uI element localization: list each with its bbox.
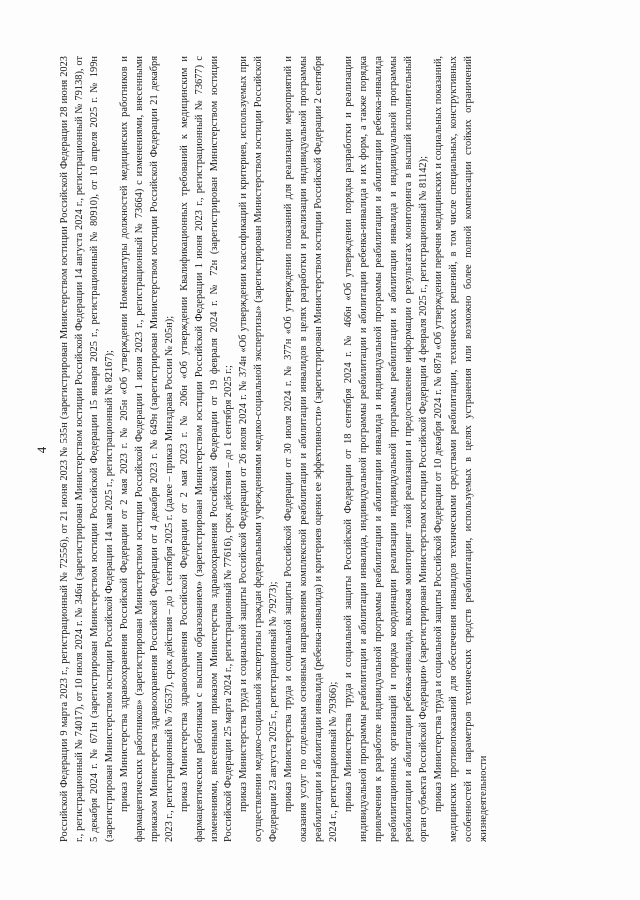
paragraph-order-466n: приказ Министерства труда и социальной защиты Российской Федерации от 18 сентября 2024 г. № 466н «Об утверждении порядка разработки и реализации индивидуальной программы реабилитации и абилитации инвалида, индивидуальной программы реабилитации и абилитации ребенка-инвалида и их форм, а также порядка привлечения к разработке индивидуальной программы реабилитации и абилитации инвалида и индивидуальной программы реабилитации и абилитации ребенка-инвалида реабилитационных организаций и порядка координации реализации индивидуальной программы реабилитации и абилитации инвалида и индивидуальной программы реабилитации и абилитации ребенка-инвалида, включая мониторинг такой реализации и предоставление информации о результатах мониторинга в высший исполнительный орган субъекта Российской Федерации» (зарегистрирован Министерством юстиции Российской Федерации 4 февраля 2025 г., регистрационный № 81142); — [343, 56, 429, 842]
paragraph-continuation: Российской Федерации 9 марта 2023 г., регистрационный № 72556), от 21 июня 2023 № 535н (зарегистрирован Министерством юстиции Российской Федерации 28 июня 2023 г., регистрационный № 74017), от 10 июля 2024 г. № 346н (зарегистрирован Министерством юстиции Российской Федерации 14 августа 2024 г., регистрационный № 79138), от 5 декабря 2024 г. № 671н (зарегистрирован Министерством юстиции Российской Федерации 15 января 2025 г., регистрационный № 80910), от 10 апреля 2025 г. № 199н (зарегистрирован Министерством юстиции Российской Федерации 14 мая 2025 г., регистрационный № 82167); — [59, 56, 115, 842]
page-number: 4 — [34, 446, 49, 454]
paragraph-order-206n: приказ Министерства здравоохранения Российской Федерации от 2 мая 2023 г. № 206н «Об утверждении Квалификационных требований к медицинским и фармацевтическим работникам с высшим образованием» (зарегистрирован Министерством юстиции Российской Федерации 1 июня 2023 г., регистрационный № 73677) с изменениями, внесенными приказом Министерства здравоохранения Российской Федерации от 19 февраля 2024 г. № 72н (зарегистрирован Министерством юстиции Российской Федерации 25 марта 2024 г., регистрационный № 77616), срок действия – до 1 сентября 2025 г.; — [178, 56, 235, 842]
paragraph-order-377n: приказ Министерства труда и социальной защиты Российской Федерации от 30 июля 2024 г. № 377н «Об утверждении показаний для реализации мероприятий и оказания услуг по отдельным основным направлениям комплексной реабилитации и абилитации инвалидов в целях разработки и реализации индивидуальной программы реабилитации и абилитации инвалида (ребенка-инвалида) и критериев оценки ее эффективности» (зарегистрирован Министерством юстиции Российской Федерации 2 сентября 2024 г., регистрационный № 79366); — [283, 56, 340, 842]
paragraph-order-687n: приказ Министерства труда и социальной защиты Российской Федерации от 10 декабря 2024 г. № 687н «Об утверждении перечня медицинских и социальных показаний, медицинских противопоказаний для обеспечения инвалидов техническими средствами реабилитации, технических решений, в том числе специальных, конструктивных особенностей и параметров технических средств реабилитации, используемых в целях устранения или возможно более полной компенсации стойких ограничений жизнедеятельности — [432, 56, 489, 842]
paragraph-order-374n: приказ Министерства труда и социальной защиты Российской Федерации от 26 июля 2024 г. № 374н «Об утверждении классификаций и критериев, используемых при осуществлении медико-социальной экспертизы граждан федеральными учреждениями медико-социальной экспертизы» (зарегистрирован Министерством юстиции Российской Федерации 23 августа 2025 г., регистрационный № 79273); — [238, 56, 280, 842]
document-body — [58, 56, 492, 842]
paragraph-order-205n: приказ Министерства здравоохранения Российской Федерации от 2 мая 2023 г. № 205н «Об утверждении Номенклатуры должностей медицинских работников и фармацевтических работников» (зарегистрирован Министерством юстиции Российской Федерации 1 июня 2023 г., регистрационный № 73664) с изменениями, внесенными приказом Министерства здравоохранения Российской Федерации от 4 декабря 2023 г. № 649н (зарегистрирован Министерством юстиции Российской Федерации 21 декабря 2023 г., регистрационный № 76537), срок действия – до 1 сентября 2025 г. (далее – приказ Минздрава России № 205н); — [118, 56, 175, 842]
